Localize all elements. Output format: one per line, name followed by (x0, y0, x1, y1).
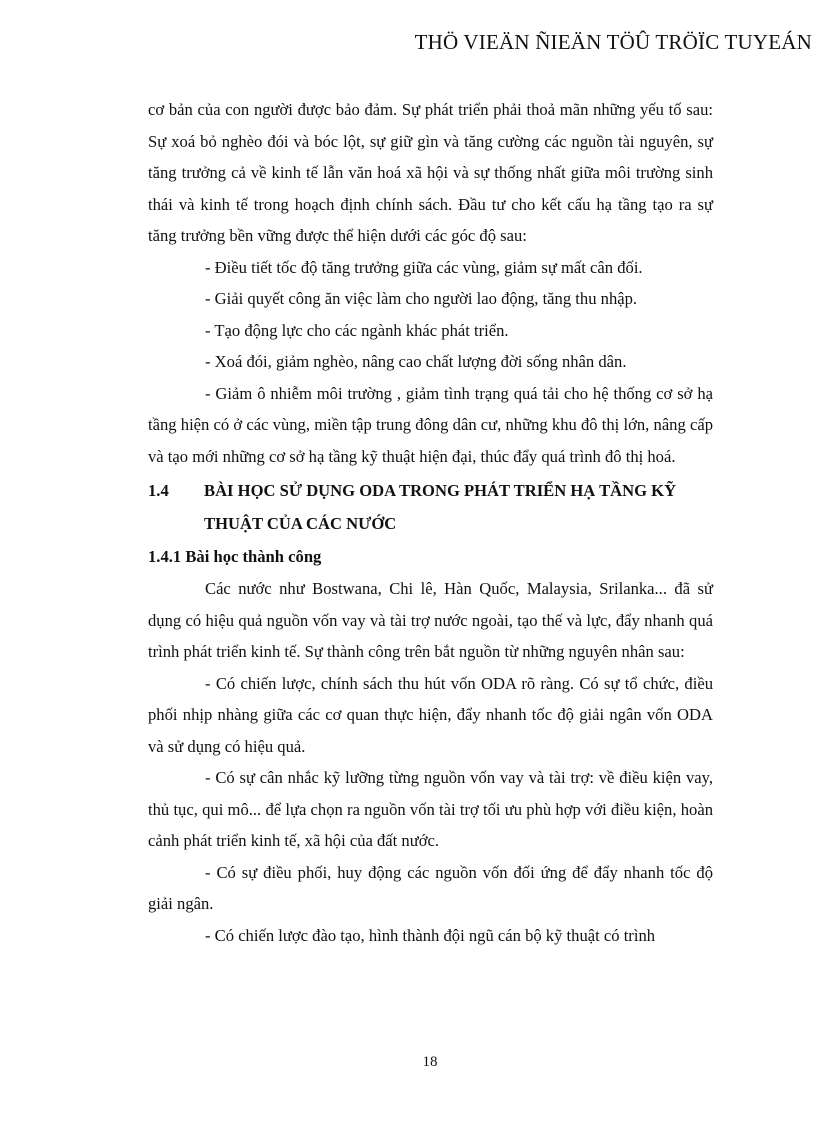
page-header: THÖ VIEÄN ÑIEÄN TÖÛ TRÖÏC TUYEÁN (414, 30, 812, 54)
paragraph: cơ bản của con người được bảo đảm. Sự phát triển phải thoả mãn những yếu tố sau: Sự xoá bỏ nghèo đói và bóc lột, sự giữ gìn và tăng cường các nguồn tài nguyên, sự tăng trưởng cả về kinh tế lẫn văn hoá xã hội và sự thống nhất giữa môi trường sinh thái và kinh tế trong hoạch định chính sách. Đầu tư cho kết cấu hạ tầng tạo ra sự tăng trưởng bền vững được thể hiện dưới các góc độ sau: (148, 100, 713, 245)
bullet-item: - Xoá đói, giảm nghèo, nâng cao chất lượng đời sống nhân dân. (205, 352, 627, 371)
page-number: 18 (422, 1054, 438, 1070)
section-number: 1.4 (148, 481, 169, 500)
bullet-item: - Giảm ô nhiễm môi trường , giảm tình trạng quá tải cho hệ thống cơ sở hạ tầng hiện có ở các vùng, miền tập trung đông dân cư, những khu đô thị lớn, nâng cấp và tạo mới những cơ sở hạ tầng kỹ thuật hiện đại, thúc đẩy quá trình đô thị hoá. (148, 383, 713, 466)
bullet-item: - Giải quyết công ăn việc làm cho người lao động, tăng thu nhập. (205, 289, 638, 308)
subsection-heading: 1.4.1 Bài học thành công (148, 547, 322, 566)
bullet-item: - Điều tiết tốc độ tăng trưởng giữa các vùng, giảm sự mất cân đối. (205, 257, 643, 277)
bullet-item: - Có chiến lược, chính sách thu hút vốn ODA rõ ràng. Có sự tổ chức, điều phối nhịp nhàng giữa các cơ quan thực hiện, đẩy nhanh tốc độ giải ngân vốn ODA và sử dụng có hiệu quả. (148, 673, 713, 756)
document-body (148, 94, 713, 951)
bullet-item: - Có chiến lược đào tạo, hình thành đội ngũ cán bộ kỹ thuật có trình (205, 925, 656, 945)
paragraph: Các nước như Bostwana, Chi lê, Hàn Quốc, Malaysia, Srilanka... đã sử dụng có hiệu quả nguồn vốn vay và tài trợ nước ngoài, tạo thế và lực, đẩy nhanh quá trình phát triển kinh tế. Sự thành công trên bắt nguồn từ những nguyên nhân sau: (148, 579, 713, 661)
bullet-item: - Tạo động lực cho các ngành khác phát triển. (205, 320, 509, 340)
bullet-item: - Có sự điều phối, huy động các nguồn vốn đối ứng để đẩy nhanh tốc độ giải ngân. (148, 862, 713, 913)
section-heading (148, 474, 713, 540)
section-title: BÀI HỌC SỬ DỤNG ODA TRONG PHÁT TRIỂN HẠ TẦNG KỸ THUẬT CỦA CÁC NƯỚC (204, 481, 677, 533)
bullet-item: - Có sự cân nhắc kỹ lưỡng từng nguồn vốn vay và tài trợ: về điều kiện vay, thủ tục, qui mô... để lựa chọn ra nguồn vốn tài trợ tối ưu phù hợp với điều kiện, hoàn cảnh phát triển kinh tế, xã hội của đất nước. (148, 768, 713, 850)
